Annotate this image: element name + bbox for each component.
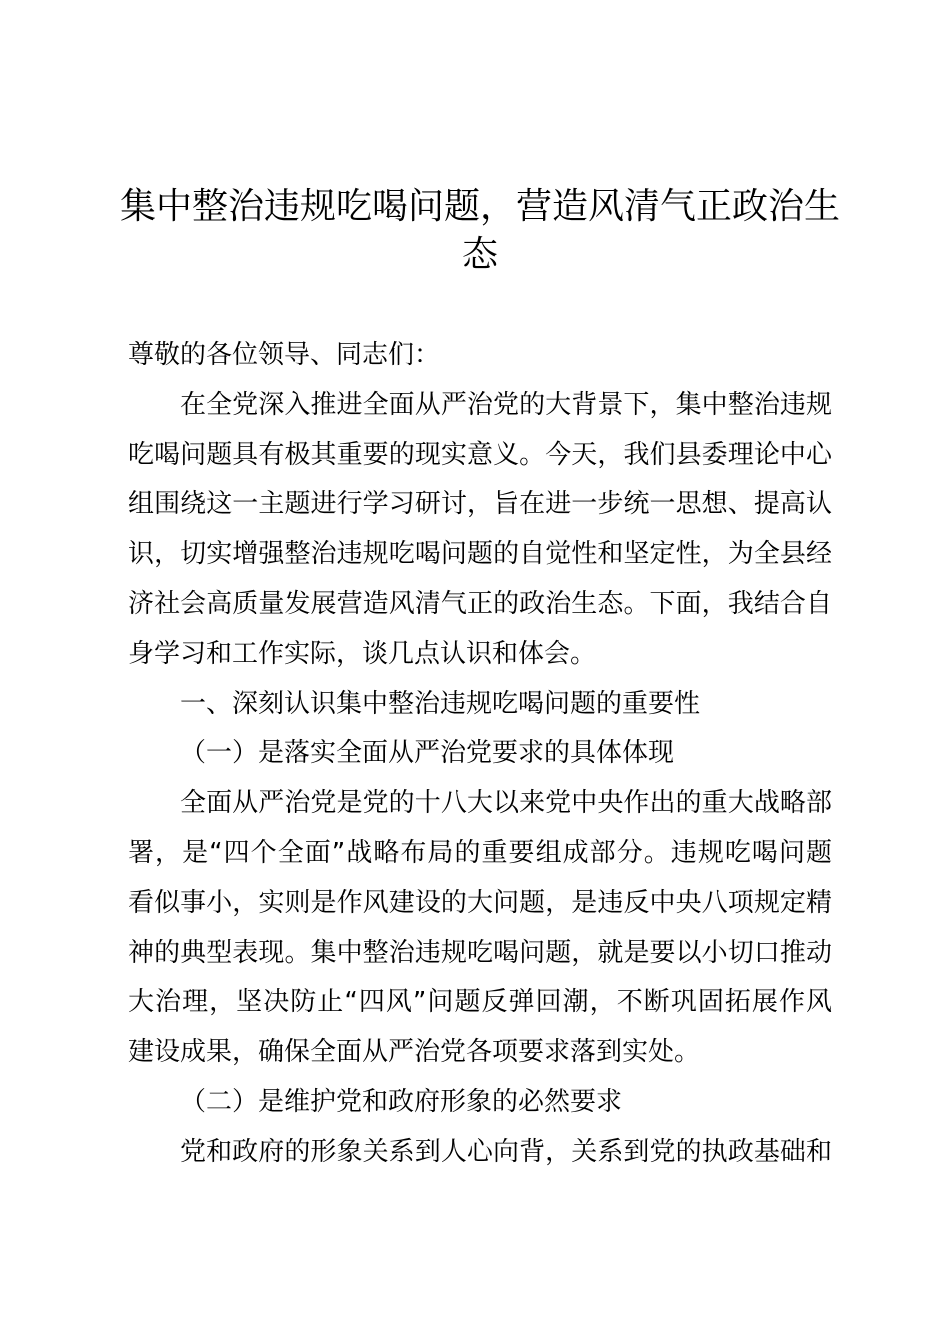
title-line-2: 态	[461, 234, 498, 275]
paragraph-line: 识，切实增强整治违规吃喝问题的自觉性和坚定性，为全县经	[128, 539, 832, 570]
paragraph-line: 署，是“四个全面”战略布局的重要组成部分。违规吃喝问题	[128, 837, 832, 868]
paragraph-line: 一、深刻认识集中整治违规吃喝问题的重要性	[180, 688, 701, 719]
paragraph-line: （一）是落实全面从严治党要求的具体体现	[180, 738, 675, 769]
paragraph-line: 全面从严治党是党的十八大以来党中央作出的重大战略部	[180, 788, 832, 819]
paragraph-line: 神的典型表现。集中整治违规吃喝问题，就是要以小切口推动	[128, 937, 832, 968]
paragraph-line: 大治理，坚决防止“四风”问题反弹回潮，不断巩固拓展作风	[128, 987, 832, 1018]
title-line-1: 集中整治违规吃喝问题，营造风清气正政治生	[120, 186, 841, 227]
paragraph-line: 身学习和工作实际，谈几点认识和体会。	[128, 638, 597, 669]
paragraph-line: 组围绕这一主题进行学习研讨，旨在进一步统一思想、提高认	[128, 489, 832, 520]
paragraph-line: 尊敬的各位领导、同志们：	[128, 340, 441, 370]
document-title	[120, 183, 840, 279]
paragraph-line: （二）是维护党和政府形象的必然要求	[180, 1086, 623, 1117]
paragraph-line: 看似事小，实则是作风建设的大问题，是违反中央八项规定精	[128, 887, 832, 918]
paragraph-line: 吃喝问题具有极其重要的现实意义。今天，我们县委理论中心	[128, 439, 832, 470]
paragraph-line: 在全党深入推进全面从严治党的大背景下，集中整治违规	[180, 389, 832, 420]
paragraph-line: 建设成果，确保全面从严治党各项要求落到实处。	[128, 1037, 701, 1068]
paragraph-line: 党和政府的形象关系到人心向背，关系到党的执政基础和	[180, 1136, 832, 1167]
document-body	[128, 331, 832, 1178]
paragraph-line: 济社会高质量发展营造风清气正的政治生态。下面，我结合自	[128, 588, 832, 619]
